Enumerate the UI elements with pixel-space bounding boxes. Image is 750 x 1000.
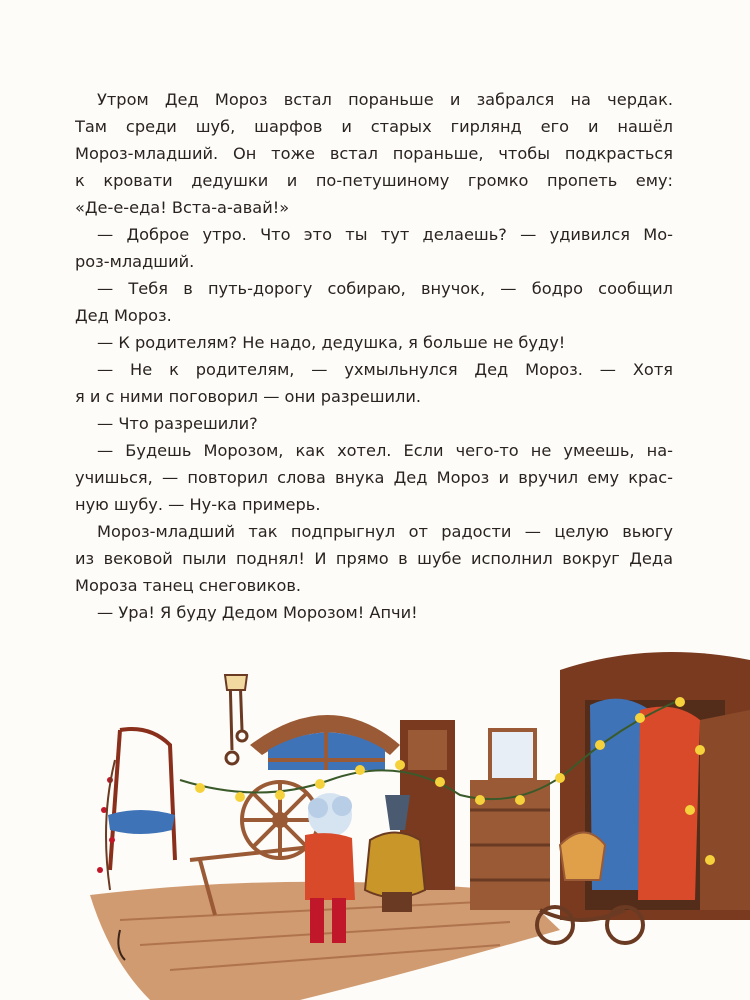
text-line-20: — Ура! Я буду Дедом Морозом! Апчи! [97, 603, 418, 622]
text-line-4: к кровати дедушки и по-петушиному громко пропеть ему: [75, 171, 673, 190]
text-line-13: — Что разрешили? [97, 414, 258, 433]
text-line-10: — К родителям? Не надо, дедушка, я больше не буду! [97, 333, 566, 352]
old-chair [110, 729, 175, 870]
text-line-12: я и с ними поговорил — они разрешили. [75, 387, 422, 406]
text-line-2: Там среди шуб, шарфов и старых гирлянд его и нашёл [75, 117, 673, 136]
text-line-19: Мороза танец снеговиков. [75, 576, 302, 595]
text-line-9: Дед Мороз. [75, 306, 172, 325]
text-line-15: учишься, — повторил слова внука Дед Мороз и вручил ему крас- [75, 468, 673, 487]
text-line-14: — Будешь Морозом, как хотел. Если чего-то не умеешь, на- [97, 441, 673, 460]
text-line-18: из вековой пыли поднял! И прямо в шубе исполнил вокруг Деда [75, 549, 673, 568]
text-line-6: — Доброе утро. Что это ты тут делаешь? — удивился Мо- [97, 225, 673, 244]
story-text [75, 86, 673, 626]
text-line-5: «Де-е-еда! Вста-а-авай!» [75, 198, 290, 217]
text-line-8: — Тебя в путь-дорогу собираю, внучок, — бодро сообщил [97, 279, 673, 298]
attic-illustration [0, 630, 750, 1000]
attic-window [250, 715, 400, 770]
text-line-1: Утром Дед Мороз встал пораньше и забрался на чердак. [97, 90, 673, 109]
dresser [470, 730, 550, 910]
text-line-11: — Не к родителям, — ухмыльнулся Дед Мороз. — Хотя [97, 360, 673, 379]
text-line-17: Мороз-младший так подпрыгнул от радости — целую вьюгу [97, 522, 673, 541]
text-line-3: Мороз-младший. Он тоже встал пораньше, чтобы подкрасться [75, 144, 673, 163]
text-line-7: роз-младший. [75, 252, 195, 271]
text-line-16: ную шубу. — Ну-ка примерь. [75, 495, 321, 514]
